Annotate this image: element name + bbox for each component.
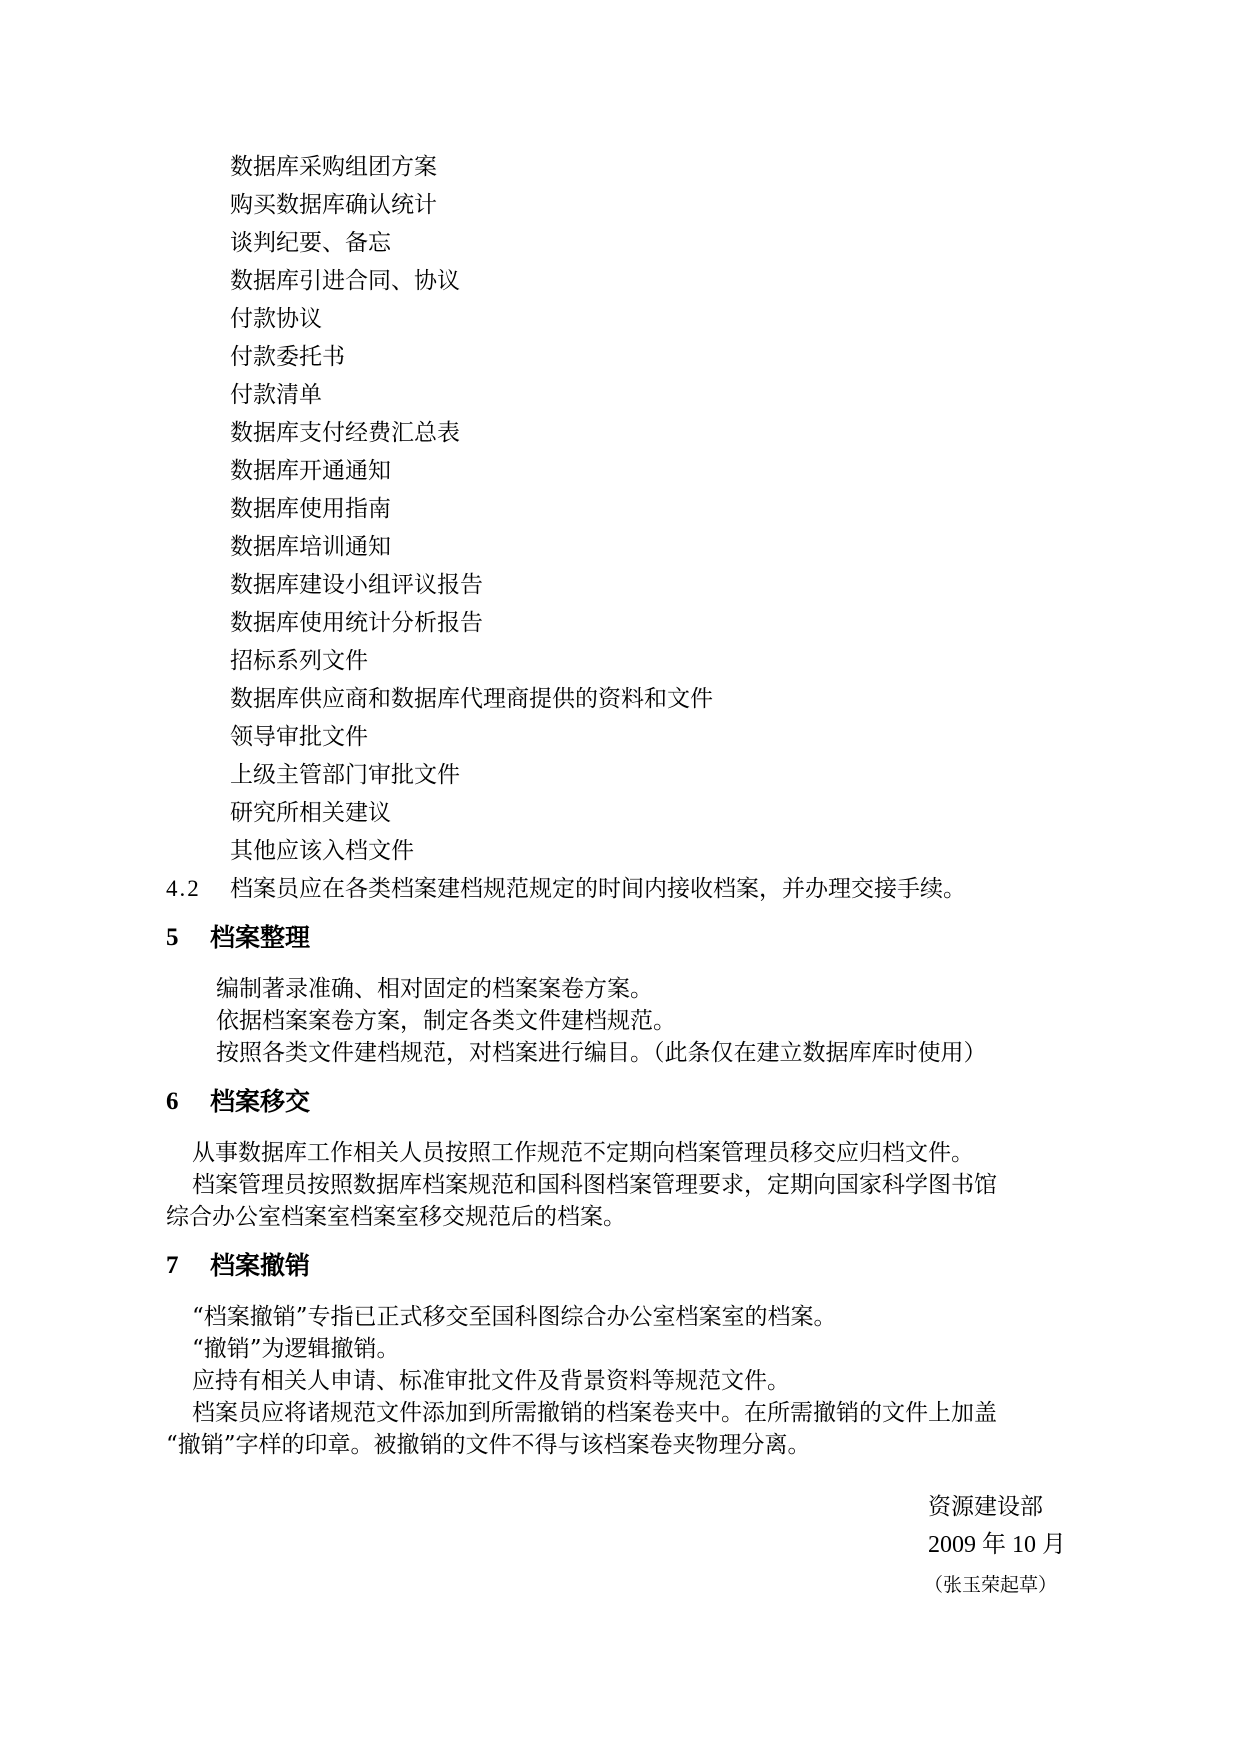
list-item: 数据库供应商和数据库代理商提供的资料和文件 <box>230 686 713 712</box>
list-item: 谈判纪要、备忘 <box>230 230 391 256</box>
paragraph: “撤销”为逻辑撤销。 <box>192 1336 400 1362</box>
list-item: 数据库支付经费汇总表 <box>230 420 460 446</box>
list-item: 数据库引进合同、协议 <box>230 268 460 294</box>
paragraph: 依据档案案卷方案，制定各类文件建档规范。 <box>216 1008 676 1034</box>
drafter-note: （张玉荣起草） <box>924 1574 1058 1596</box>
clause-text: 档案员应在各类档案建档规范规定的时间内接收档案，并办理交接手续。 <box>230 876 966 902</box>
paragraph: 按照各类文件建档规范，对档案进行编目。（此条仅在建立数据库库时使用） <box>216 1040 987 1066</box>
list-item: 上级主管部门审批文件 <box>230 762 460 788</box>
list-item: 付款委托书 <box>230 344 345 370</box>
section-title: 档案撤销 <box>210 1251 311 1280</box>
department-name: 资源建设部 <box>928 1494 1043 1520</box>
clause-number: 4.2 <box>166 876 201 901</box>
issue-date: 2009 年 10 月 <box>928 1532 1066 1558</box>
section-title: 档案整理 <box>210 923 311 952</box>
list-item: 数据库使用指南 <box>230 496 391 522</box>
section-title: 档案移交 <box>210 1087 311 1116</box>
paragraph: 应持有相关人申请、标准审批文件及背景资料等规范文件。 <box>192 1368 790 1394</box>
paragraph: 从事数据库工作相关人员按照工作规范不定期向档案管理员移交应归档文件。 <box>192 1140 974 1166</box>
list-item: 研究所相关建议 <box>230 800 391 826</box>
list-item: 招标系列文件 <box>230 648 368 674</box>
list-item: 付款协议 <box>230 306 322 332</box>
list-item: 数据库采购组团方案 <box>230 154 437 180</box>
paragraph: 档案管理员按照数据库档案规范和国科图档案管理要求，定期向国家科学图书馆 <box>192 1172 997 1198</box>
paragraph: “档案撤销”专指已正式移交至国科图综合办公室档案室的档案。 <box>192 1304 837 1330</box>
list-item: 数据库使用统计分析报告 <box>230 610 483 636</box>
paragraph: 档案员应将诸规范文件添加到所需撤销的档案卷夹中。在所需撤销的文件上加盖 <box>192 1400 997 1426</box>
list-item: 领导审批文件 <box>230 724 368 750</box>
list-item: 购买数据库确认统计 <box>230 192 437 218</box>
paragraph-continuation: “撤销”字样的印章。被撤销的文件不得与该档案卷夹物理分离。 <box>166 1432 811 1458</box>
section-number: 6 <box>166 1088 179 1115</box>
list-item: 数据库培训通知 <box>230 534 391 560</box>
section-number: 7 <box>166 1252 179 1279</box>
list-item: 其他应该入档文件 <box>230 838 414 864</box>
list-item: 数据库开通通知 <box>230 458 391 484</box>
section-number: 5 <box>166 924 179 951</box>
list-item: 付款清单 <box>230 382 322 408</box>
list-item: 数据库建设小组评议报告 <box>230 572 483 598</box>
paragraph-continuation: 综合办公室档案室档案室移交规范后的档案。 <box>166 1204 626 1230</box>
paragraph: 编制著录准确、相对固定的档案案卷方案。 <box>216 976 653 1002</box>
